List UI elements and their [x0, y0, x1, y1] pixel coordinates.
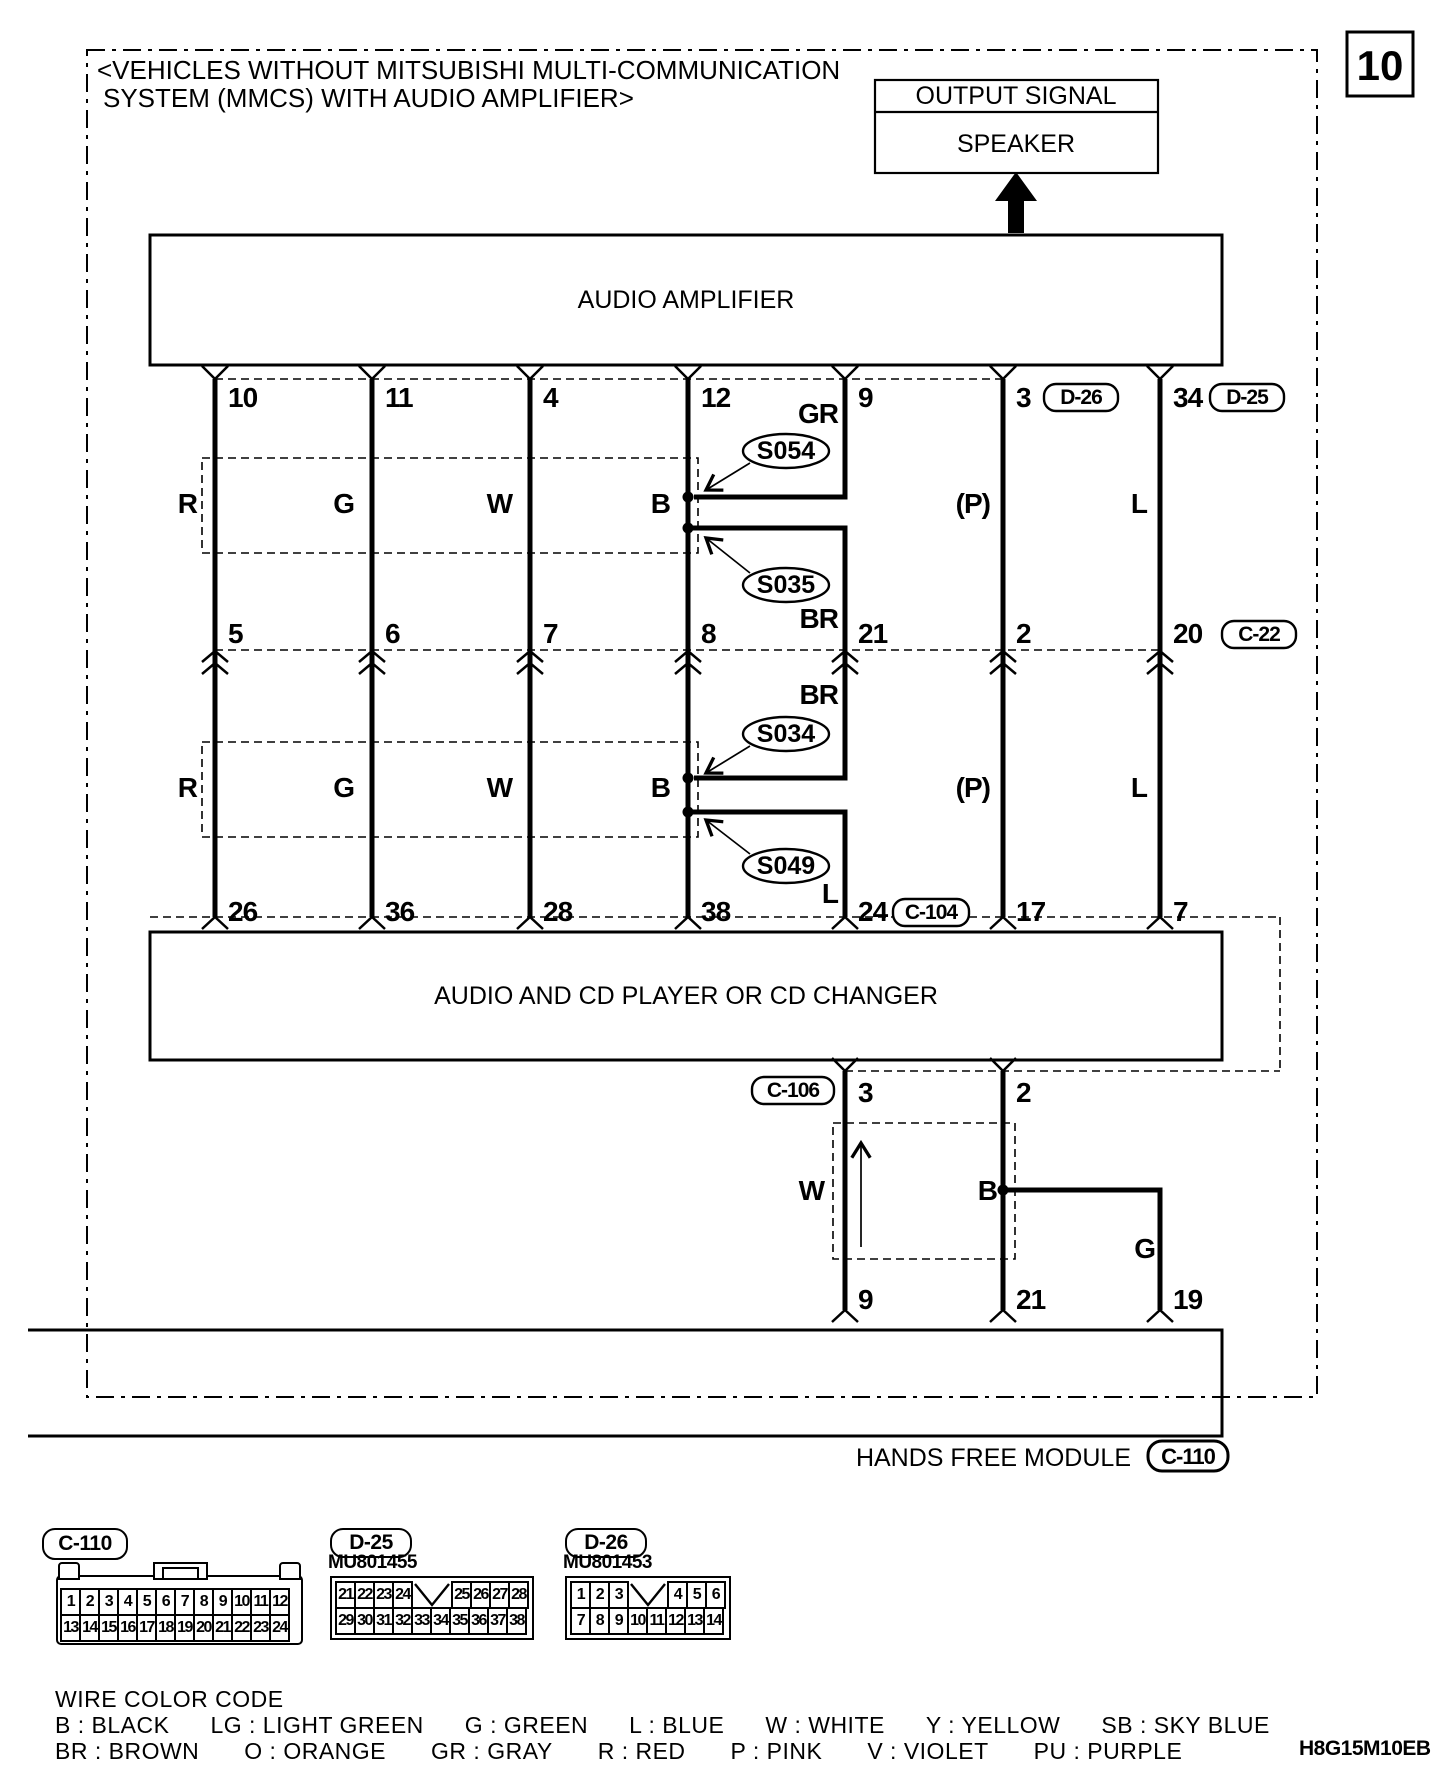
- pin-label: 21: [1016, 1284, 1046, 1315]
- connector-tag-c104: C-104: [904, 901, 958, 924]
- pin-cell: 38: [506, 1607, 527, 1635]
- pin-cell: 11: [646, 1607, 667, 1635]
- pin-cell: 24: [269, 1614, 290, 1642]
- legend-entry: SB : SKY BLUE: [1101, 1712, 1270, 1738]
- connector-dashed-lines: [150, 379, 1280, 1071]
- pin-cell: 5: [136, 1588, 157, 1616]
- splice-label-s035: S035: [756, 571, 816, 599]
- head-unit-box: [150, 932, 1222, 1060]
- pin-label: 20: [1173, 618, 1203, 649]
- pin-label: 19: [1173, 1284, 1203, 1315]
- pin-label: 7: [543, 618, 558, 649]
- wire-color-label: (P): [955, 488, 990, 519]
- page-number-box: [1347, 32, 1413, 96]
- splice-label-s049: S049: [756, 852, 816, 880]
- pin-label: 6: [385, 618, 400, 649]
- wire-color-label: (P): [955, 772, 990, 803]
- pin-label: 26: [228, 896, 258, 927]
- connector-tag-d25: D-25: [1226, 386, 1268, 409]
- pin-label: 11: [385, 382, 413, 413]
- pin-label: 9: [858, 382, 873, 413]
- wire-color-label: BR: [799, 679, 838, 710]
- c106-sub-circuit: [752, 1071, 1203, 1315]
- legend-entry: BR : BROWN: [55, 1738, 200, 1764]
- pin-label: 4: [543, 382, 558, 413]
- connector-tag-c22: C-22: [1238, 623, 1280, 646]
- pin-label: 12: [701, 382, 731, 413]
- legend-entry: O : ORANGE: [244, 1738, 387, 1764]
- pin-cell: 10: [231, 1588, 252, 1616]
- wire-color-label: BR: [799, 603, 838, 634]
- pin-cell: 21: [212, 1614, 233, 1642]
- wire-color-label: W: [798, 1175, 824, 1206]
- pin-cell: 35: [449, 1607, 470, 1635]
- wire-color-label: GR: [798, 398, 838, 429]
- pin-cell: 15: [98, 1614, 119, 1642]
- top-pin-row: [228, 382, 1284, 413]
- d25-part-number: MU801455: [328, 1552, 417, 1573]
- pin-cell: 36: [468, 1607, 489, 1635]
- pin-cell: 13: [684, 1607, 705, 1635]
- pin-cell: 18: [155, 1614, 176, 1642]
- upper-harness-box: [202, 458, 698, 553]
- pin-label: 36: [385, 896, 415, 927]
- c110-ear-right: [279, 1562, 301, 1580]
- pin-cell: 9: [212, 1588, 233, 1616]
- pin-cell: 22: [231, 1614, 252, 1642]
- harness-dashed-boxes: [202, 458, 1015, 1259]
- pin-cell: 12: [269, 1588, 290, 1616]
- splice-label-s054: S054: [756, 437, 816, 465]
- legend-entry: B : BLACK: [55, 1712, 170, 1738]
- c110-lock-tab-inner: [162, 1567, 199, 1580]
- title-line-1: <VEHICLES WITHOUT MITSUBISHI MULTI-COMMUNICATION: [97, 55, 841, 85]
- c110-ear-left: [58, 1562, 80, 1580]
- middle-pin-row: [228, 618, 1296, 649]
- d26-pin-row-1a: [570, 1581, 629, 1609]
- pin-cell: 4: [667, 1581, 688, 1609]
- pin-label: 2: [1016, 618, 1031, 649]
- wire-color-label: W: [486, 772, 512, 803]
- pin-cell: 16: [117, 1614, 138, 1642]
- output-signal-label: OUTPUT SIGNAL: [915, 82, 1117, 110]
- pin-cell: 22: [354, 1581, 375, 1609]
- wire-color-label: R: [177, 772, 197, 803]
- legend-entry: LG : LIGHT GREEN: [210, 1712, 424, 1738]
- pin-cell: 3: [98, 1588, 119, 1616]
- pin-cell: 31: [373, 1607, 394, 1635]
- pin-label: 3: [1016, 382, 1031, 413]
- d26-pin-row-2: [570, 1607, 724, 1635]
- legend-entry: R : RED: [597, 1738, 686, 1764]
- pin-cell: 1: [570, 1581, 591, 1609]
- pin-cell: 20: [193, 1614, 214, 1642]
- legend-entry: PU : PURPLE: [1033, 1738, 1183, 1764]
- legend-row-2: [55, 1738, 1182, 1765]
- pin-cell: 14: [79, 1614, 100, 1642]
- d25-keying-notch: [413, 1581, 451, 1609]
- d26-connector-drawing: [565, 1576, 731, 1640]
- pin-cell: 34: [430, 1607, 451, 1635]
- legend-row-1: [55, 1712, 1270, 1739]
- d26-keying-notch: [629, 1581, 667, 1609]
- d26-pin-row-1b: [667, 1581, 726, 1609]
- page-number: 10: [1356, 42, 1404, 89]
- d25-pin-row-1b: [451, 1581, 529, 1609]
- pin-cell: 28: [508, 1581, 529, 1609]
- legend-entry: L : BLUE: [629, 1712, 725, 1738]
- pin-cell: 8: [589, 1607, 610, 1635]
- pin-cell: 23: [250, 1614, 271, 1642]
- pin-cell: 7: [570, 1607, 591, 1635]
- connector-tag-c110: C-110: [1161, 1444, 1215, 1469]
- pin-label: 8: [701, 618, 716, 649]
- legend-entry: G : GREEN: [464, 1712, 589, 1738]
- pin-cell: 17: [136, 1614, 157, 1642]
- connector-tag-d26: D-26: [1060, 386, 1102, 409]
- pin-cell: 6: [155, 1588, 176, 1616]
- legend-entry: P : PINK: [730, 1738, 823, 1764]
- wire-color-label: B: [650, 488, 670, 519]
- pin-cell: 24: [392, 1581, 413, 1609]
- pin-label: 21: [858, 618, 888, 649]
- legend-entry: GR : GRAY: [431, 1738, 553, 1764]
- pin-label: 17: [1016, 896, 1046, 927]
- pin-cell: 27: [489, 1581, 510, 1609]
- title-line-2: SYSTEM (MMCS) WITH AUDIO AMPLIFIER>: [103, 83, 634, 113]
- connector-id-text: D-25: [349, 1531, 393, 1554]
- pin-cell: 25: [451, 1581, 472, 1609]
- wire-color-label: G: [1134, 1233, 1155, 1264]
- audio-amplifier-label: AUDIO AMPLIFIER: [577, 286, 795, 314]
- document-code: H8G15M10EB: [1299, 1737, 1431, 1760]
- head-unit-label: AUDIO AND CD PLAYER OR CD CHANGER: [434, 982, 938, 1010]
- pin-cell: 29: [335, 1607, 356, 1635]
- pin-cell: 21: [335, 1581, 356, 1609]
- pin-label: 5: [228, 618, 243, 649]
- pin-cell: 30: [354, 1607, 375, 1635]
- speaker-label: SPEAKER: [956, 130, 1076, 158]
- pin-label: 38: [701, 896, 731, 927]
- wire-color-label: L: [1130, 488, 1147, 519]
- output-signal-box: [875, 80, 1158, 173]
- splice-callouts: [706, 434, 829, 883]
- pin-label: 10: [228, 382, 258, 413]
- pin-cell: 9: [608, 1607, 629, 1635]
- connector-id-text: C-110: [58, 1532, 112, 1555]
- pin-label: 24: [858, 896, 888, 927]
- pin-cell: 33: [411, 1607, 432, 1635]
- pin-label: 28: [543, 896, 573, 927]
- d25-pin-row-2: [335, 1607, 527, 1635]
- pin-cell: 1: [60, 1588, 81, 1616]
- pin-cell: 11: [250, 1588, 271, 1616]
- pin-cell: 32: [392, 1607, 413, 1635]
- pin-label: 9: [858, 1284, 873, 1315]
- pin-cell: 19: [174, 1614, 195, 1642]
- wire-color-label: W: [486, 488, 512, 519]
- lower-harness-box: [202, 742, 698, 837]
- pin-cell: 3: [608, 1581, 629, 1609]
- pin-cell: 6: [705, 1581, 726, 1609]
- pin-label: 3: [858, 1077, 873, 1108]
- pin-cell: 2: [79, 1588, 100, 1616]
- c110-pin-row-1: [60, 1588, 290, 1616]
- connector-id-text: D-26: [584, 1531, 628, 1554]
- pin-cell: 7: [174, 1588, 195, 1616]
- pin-cell: 26: [470, 1581, 491, 1609]
- pin-cell: 12: [665, 1607, 686, 1635]
- legend-title: WIRE COLOR CODE: [55, 1686, 284, 1712]
- wire-color-label: G: [333, 772, 354, 803]
- pin-label: 34: [1173, 382, 1203, 413]
- c110-pin-row-2: [60, 1614, 290, 1642]
- pin-cell: 10: [627, 1607, 648, 1635]
- wire-color-label: L: [1130, 772, 1147, 803]
- c110-pin-grid: [60, 1588, 290, 1642]
- splice-label-s034: S034: [756, 720, 816, 748]
- pin-cell: 8: [193, 1588, 214, 1616]
- pin-cell: 13: [60, 1614, 81, 1642]
- d25-connector-drawing: [330, 1576, 534, 1640]
- signal-direction-arrow: [995, 172, 1037, 233]
- diagram-title: [97, 55, 840, 113]
- wire-color-label: B: [650, 772, 670, 803]
- pin-label: 7: [1173, 896, 1188, 927]
- legend-entry: Y : YELLOW: [925, 1712, 1061, 1738]
- wire-color-label: R: [177, 488, 197, 519]
- d25-pin-row-1a: [335, 1581, 413, 1609]
- wire-color-label: G: [333, 488, 354, 519]
- legend-entry: W : WHITE: [765, 1712, 885, 1738]
- diagram-dashdot-border: [87, 50, 1317, 1397]
- pin-cell: 14: [703, 1607, 724, 1635]
- pin-cell: 4: [117, 1588, 138, 1616]
- wire-color-label: L: [821, 878, 838, 909]
- hands-free-module-label: HANDS FREE MODULE: [855, 1444, 1131, 1472]
- pin-cell: 5: [686, 1581, 707, 1609]
- pin-cell: 23: [373, 1581, 394, 1609]
- pin-label: 2: [1016, 1077, 1031, 1108]
- pin-cell: 37: [487, 1607, 508, 1635]
- hands-free-module-box: [28, 1330, 1228, 1472]
- wire-color-label: B: [977, 1175, 997, 1206]
- audio-amplifier-box: [150, 235, 1222, 365]
- d26-part-number: MU801453: [563, 1552, 652, 1573]
- connector-tag-c106: C-106: [766, 1079, 820, 1102]
- c110-connector-id: [42, 1528, 128, 1560]
- legend-entry: V : VIOLET: [867, 1738, 989, 1764]
- pin-cell: 2: [589, 1581, 610, 1609]
- c110-connector-drawing: [56, 1562, 308, 1650]
